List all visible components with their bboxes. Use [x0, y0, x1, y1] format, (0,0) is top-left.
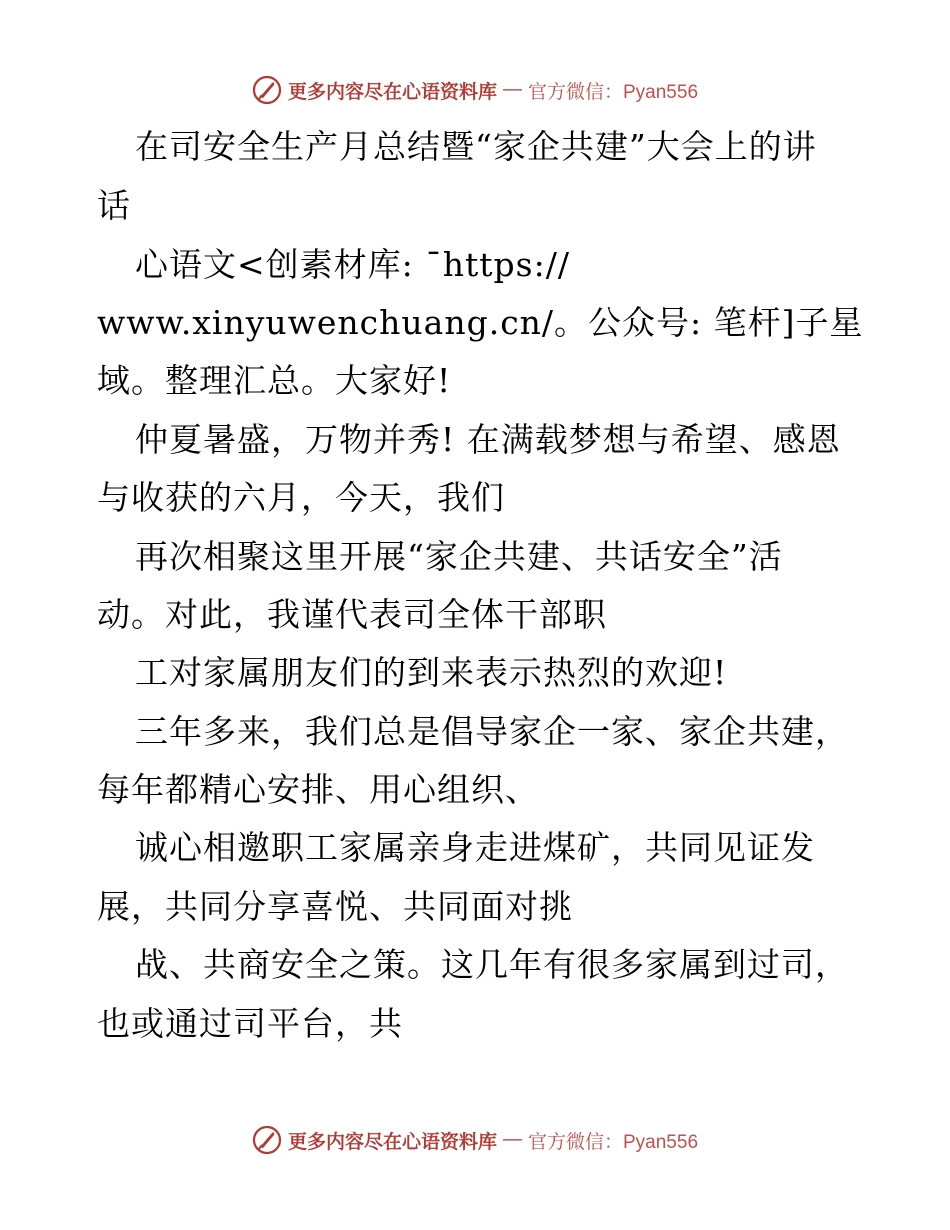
paragraph-line: 动。对此，我谨代表司全体干部职 [97, 595, 607, 634]
paragraph-line: 诚心相邀职工家属亲身走进煤矿，共同见证发 [135, 828, 815, 867]
paragraph-line: 展，共同分享喜悦、共同面对挑 [97, 887, 573, 926]
paragraph-line: 域。整理汇总。大家好! [97, 361, 452, 400]
paragraph-line: 心语文<创素材库: ¯https:// [135, 245, 570, 284]
document-title-line-2: 话 [97, 186, 131, 225]
header-brand-text: 更多内容尽在心语资料库 [287, 80, 497, 103]
paragraph-line: 战、共商安全之策。这几年有很多家属到过司， [135, 945, 849, 984]
paragraph-line: 仲夏暑盛，万物并秀! 在满载梦想与希望、感恩 [135, 420, 841, 459]
document-title-line-1: 在司安全生产月总结暨“家企共建”大会上的讲 [135, 127, 817, 166]
footer-brand-text: 更多内容尽在心语资料库 [287, 1130, 497, 1153]
paragraph-line: 三年多来，我们总是倡导家企一家、家企共建， [135, 712, 849, 751]
quill-pen-logo-icon [252, 1125, 282, 1155]
paragraph-line: 工对家属朋友们的到来表示热烈的欢迎! [135, 653, 728, 692]
paragraph-line: www.xinyuwenchuang.cn/。公众号: 笔杆]子星 [97, 303, 864, 342]
footer-wechat-text: 官方微信：Pyan556 [528, 1131, 699, 1153]
paragraph-line: 与收获的六月，今天，我们 [97, 478, 505, 517]
footer-separator: — [503, 1129, 522, 1150]
paragraph-line: 每年都精心安排、用心组织、 [97, 770, 539, 809]
paragraph-line: 再次相聚这里开展“家企共建、共话安全”活 [135, 537, 783, 576]
header-wechat-text: 官方微信：Pyan556 [528, 81, 699, 103]
paragraph-line: 也或通过司平台，共 [97, 1004, 403, 1043]
header-separator: — [503, 79, 522, 100]
footer-watermark-banner [0, 1122, 950, 1158]
